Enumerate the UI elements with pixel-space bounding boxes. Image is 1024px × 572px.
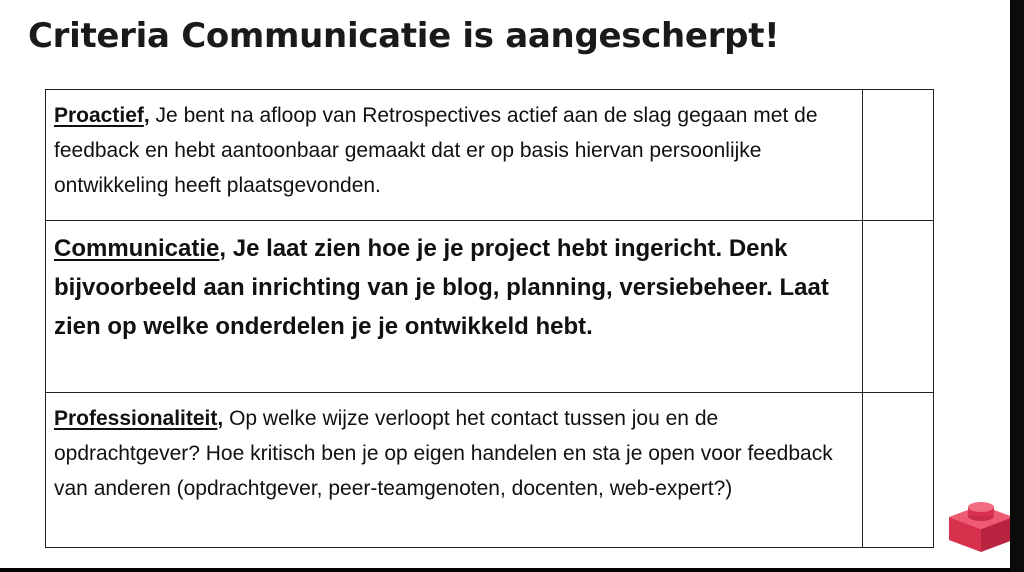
criteria-row-professionaliteit	[46, 393, 934, 548]
criteria-description: Je bent na afloop van Retrospectives actief aan de slag gegaan met de feedback en hebt aantoonbaar gemaakt dat er op basis hiervan persoonlijke ontwikkeling heeft plaatsgevonden.	[54, 104, 818, 197]
criteria-term: Professionaliteit	[54, 407, 218, 430]
criteria-text-cell	[46, 90, 863, 221]
window-edge-strip	[1010, 0, 1024, 572]
criteria-term-separator: ,	[219, 235, 227, 262]
criteria-description: Op welke wijze verloopt het contact tussen jou en de opdrachtgever? Hoe kritisch ben je op eigen handelen en sta je open voor feedback van anderen (opdrachtgever, peer-teamgenoten, docenten, web-expert?)	[54, 407, 833, 500]
criteria-check-cell[interactable]	[863, 221, 934, 393]
criteria-text	[46, 90, 862, 203]
criteria-term-separator: ,	[217, 407, 224, 430]
criteria-text-cell	[46, 393, 863, 548]
criteria-text	[46, 221, 862, 346]
slide-title: Criteria Communicatie is aangescherpt!	[28, 16, 780, 56]
criteria-table	[45, 89, 934, 548]
criteria-term: Proactief	[54, 104, 144, 127]
lego-brick-icon	[947, 497, 1010, 553]
criteria-text-cell	[46, 221, 863, 393]
criteria-row-communicatie	[46, 221, 934, 393]
criteria-row-proactief	[46, 90, 934, 221]
criteria-text	[46, 393, 862, 506]
criteria-check-cell[interactable]	[863, 90, 934, 221]
criteria-check-cell[interactable]	[863, 393, 934, 548]
criteria-term-separator: ,	[143, 104, 150, 127]
criteria-term: Communicatie	[54, 235, 220, 262]
criteria-description: Je laat zien hoe je je project hebt ingericht. Denk bijvoorbeeld aan inrichting van je blog, planning, versiebeheer. Laat zien op welke onderdelen je je ontwikkeld hebt.	[54, 235, 829, 340]
